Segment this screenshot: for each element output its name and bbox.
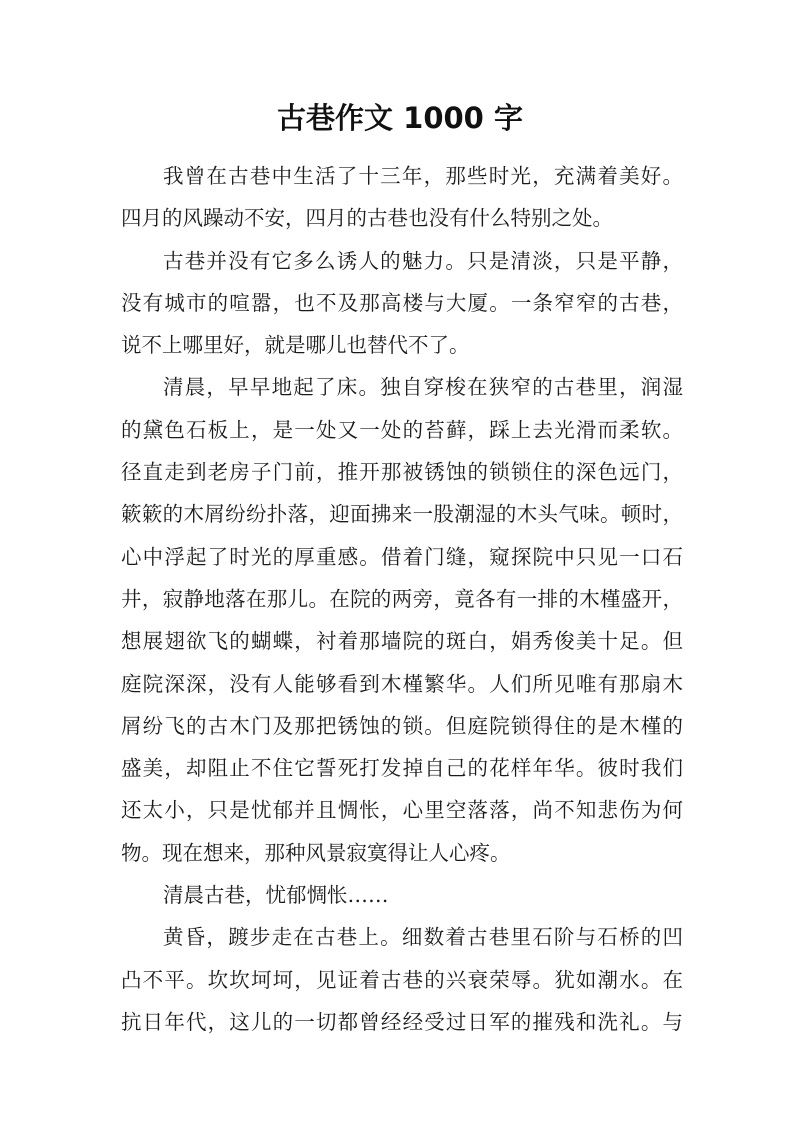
text-line: 物。现在想来，那种风景寂寞得让人心疼。 [121, 840, 511, 865]
document-title: 古巷作文 1000 字 [277, 101, 523, 135]
text-line: 抗日年代，这儿的一切都曾经经受过日军的摧残和洗礼。与 [121, 1009, 683, 1034]
text-line: 井，寂静地落在那儿。在院的两旁，竟各有一排的木槿盛开， [121, 586, 683, 611]
text-line: 清晨古巷，忧郁惆怅…… [163, 883, 389, 908]
text-line: 古巷并没有它多么诱人的魅力。只是清淡，只是平静， [163, 248, 683, 273]
text-line: 没有城市的喧嚣，也不及那高楼与大厦。一条窄窄的古巷， [121, 290, 683, 315]
text-line: 心中浮起了时光的厚重感。借着门缝，窥探院中只见一口石 [121, 544, 683, 569]
essay-body [121, 155, 683, 1043]
text-line: 想展翅欲飞的蝴蝶，衬着那墙院的斑白，娟秀俊美十足。但 [121, 629, 683, 654]
text-line: 黄昏，踱步走在古巷上。细数着古巷里石阶与石桥的凹 [163, 925, 683, 950]
text-line: 径直走到老房子门前，推开那被锈蚀的锁锁住的深色远门， [121, 460, 683, 485]
text-line: 说不上哪里好，就是哪儿也替代不了。 [121, 333, 470, 358]
text-line: 庭院深深，没有人能够看到木槿繁华。人们所见唯有那扇木 [121, 671, 683, 696]
text-line: 盛美，却阻止不住它誓死打发掉自己的花样年华。彼时我们 [121, 756, 683, 781]
text-line: 清晨，早早地起了床。独自穿梭在狭窄的古巷里，润湿 [163, 375, 683, 400]
text-line: 屑纷飞的古木门及那把锈蚀的锁。但庭院锁得住的是木槿的 [121, 713, 683, 738]
text-line: 的黛色石板上，是一处又一处的苔藓，踩上去光滑而柔软。 [121, 417, 683, 442]
text-line: 还太小，只是忧郁并且惆怅，心里空落落，尚不知悲伤为何 [121, 798, 683, 823]
text-line: 我曾在古巷中生活了十三年，那些时光，充满着美好。 [163, 164, 683, 188]
text-line: 四月的风躁动不安，四月的古巷也没有什么特别之处。 [121, 206, 613, 231]
text-line: 凸不平。坎坎坷坷，见证着古巷的兴衰荣辱。犹如潮水。在 [121, 967, 683, 992]
text-line: 簌簌的木屑纷纷扑落，迎面拂来一股潮湿的木头气味。顿时， [121, 502, 683, 527]
